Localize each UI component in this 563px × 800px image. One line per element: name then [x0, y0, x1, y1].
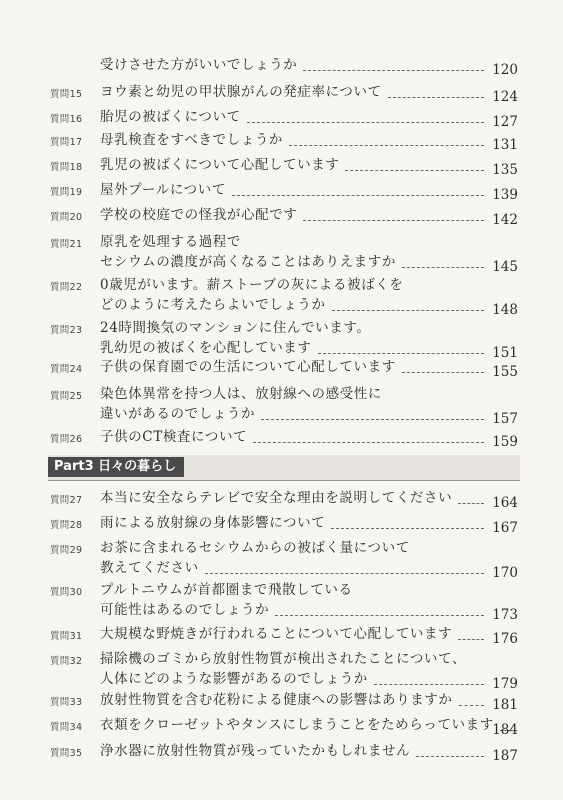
dotted-leader	[289, 145, 484, 146]
question-number: 質問17	[50, 137, 83, 148]
dotted-leader	[458, 639, 484, 640]
entry-title: セシウムの濃度が高くなることはありえますか	[100, 254, 396, 270]
question-number: 質問25	[50, 391, 83, 402]
question-number: 質問32	[50, 656, 83, 667]
dotted-leader	[232, 195, 484, 196]
page-number: 142	[492, 212, 518, 228]
dotted-leader	[388, 97, 484, 98]
question-number: 質問27	[50, 495, 83, 506]
entry-title: 衣類をクローゼットやタンスにしまうことをためらっています	[100, 717, 494, 733]
entry-title: 染色体異常を持つ人は、放射線への感受性に	[100, 386, 382, 402]
dotted-leader	[303, 220, 484, 221]
entry-title: 子供のCT検査について	[100, 429, 248, 445]
entry-title: 乳幼児の被ばくを心配しています	[100, 340, 312, 356]
page-number: 148	[492, 302, 518, 318]
entry-title: 屋外プールについて	[100, 182, 226, 198]
entry-title: 胎児の被ばくについて	[100, 109, 241, 125]
entry-title: 違いがあるのでしょうか	[100, 406, 256, 422]
dotted-leader	[318, 353, 485, 354]
entry-title: 原乳を処理する過程で	[100, 234, 241, 250]
entry-title: 子供の保育園での生活について心配しています	[100, 359, 396, 375]
page-number: 159	[492, 434, 518, 450]
dotted-leader	[253, 442, 484, 443]
page-number: 151	[492, 345, 518, 361]
dotted-leader	[247, 122, 484, 123]
question-number: 質問24	[50, 364, 83, 375]
entry-title: 大規模な野焼きが行われることについて心配しています	[100, 626, 453, 642]
page-number: 176	[492, 631, 518, 647]
page-number: 179	[492, 676, 518, 692]
entry-title: 教えてください	[100, 560, 199, 576]
page-number: 135	[492, 162, 518, 178]
dotted-leader	[416, 756, 484, 757]
page-number: 145	[492, 259, 518, 275]
page-number: 127	[492, 114, 518, 130]
page-number: 155	[492, 364, 518, 380]
entry-title: 0歳児がいます。薪ストーブの灰による被ばくを	[100, 277, 404, 293]
page-number: 187	[492, 748, 518, 764]
page-number: 164	[492, 495, 518, 511]
entry-title: 掃除機のゴミから放射性物質が検出されたことについて、	[100, 651, 467, 667]
dotted-leader	[331, 528, 484, 529]
page-number: 124	[492, 89, 518, 105]
page-number: 131	[492, 137, 518, 153]
dotted-leader	[303, 70, 484, 71]
entry-title: 浄水器に放射性物質が残っていたかもしれません	[100, 743, 411, 759]
question-number: 質問30	[50, 587, 83, 598]
dotted-leader	[374, 684, 484, 685]
page-number: 173	[492, 607, 518, 623]
question-number: 質問21	[50, 239, 83, 250]
entry-title: 母乳検査をすべきでしょうか	[100, 132, 284, 148]
entry-title: 24時間換気のマンションに住んでいます。	[100, 320, 371, 336]
entry-title: プルトニウムが首都圏まで飛散している	[100, 582, 353, 598]
question-number: 質問16	[50, 114, 83, 125]
question-number: 質問26	[50, 434, 83, 445]
page-number: 170	[492, 565, 518, 581]
question-number: 質問22	[50, 282, 83, 293]
dotted-leader	[458, 503, 484, 504]
entry-title: 乳児の被ばくについて心配しています	[100, 157, 340, 173]
part-title: Part3 日々の暮らし	[48, 457, 184, 477]
dotted-leader	[459, 705, 485, 706]
dotted-leader	[402, 372, 484, 373]
question-number: 質問35	[50, 748, 83, 759]
page-number: 184	[492, 722, 518, 738]
question-number: 質問29	[50, 545, 83, 556]
question-number: 質問15	[50, 89, 83, 100]
part-header	[48, 455, 520, 481]
entry-title: ヨウ素と幼児の甲状腺がんの発症率について	[100, 84, 382, 100]
entry-title: お茶に含まれるセシウムからの被ばく量について	[100, 540, 410, 556]
page-number: 120	[492, 62, 518, 78]
entry-title: 受けさせた方がいいでしょうか	[100, 57, 298, 73]
dotted-leader	[261, 419, 484, 420]
question-number: 質問31	[50, 631, 83, 642]
page-number: 157	[492, 411, 518, 427]
dotted-leader	[402, 267, 484, 268]
entry-title: 放射性物質を含む花粉による健康への影響はありますか	[100, 692, 453, 708]
page-number: 181	[492, 697, 518, 713]
question-number: 質問28	[50, 520, 83, 531]
question-number: 質問20	[50, 212, 83, 223]
question-number: 質問19	[50, 187, 83, 198]
page-number: 167	[492, 520, 518, 536]
dotted-leader	[332, 310, 484, 311]
question-number: 質問18	[50, 162, 83, 173]
question-number: 質問33	[50, 697, 83, 708]
entry-title: 人体にどのような影響があるのでしょうか	[100, 671, 368, 687]
question-number: 質問23	[50, 325, 83, 336]
entry-title: 雨による放射線の身体影響について	[100, 515, 326, 531]
dotted-leader	[345, 170, 484, 171]
dotted-leader	[205, 573, 484, 574]
question-number: 質問34	[50, 722, 83, 733]
entry-title: 本当に安全ならテレビで安全な理由を説明してください	[100, 490, 453, 506]
entry-title: 学校の校庭での怪我が心配です	[100, 207, 298, 223]
entry-title: どのように考えたらよいでしょうか	[100, 297, 326, 313]
entry-title: 可能性はあるのでしょうか	[100, 602, 270, 618]
page-number: 139	[492, 187, 518, 203]
dotted-leader	[275, 615, 484, 616]
